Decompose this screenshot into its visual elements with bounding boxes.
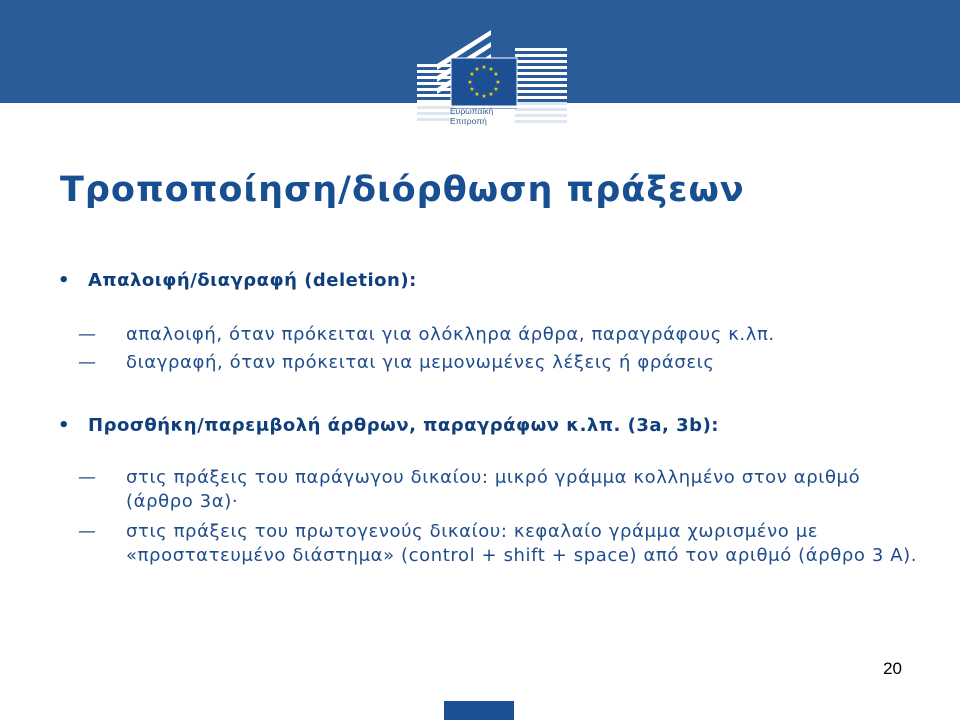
page-number: 20 — [883, 659, 902, 678]
svg-text:★: ★ — [469, 86, 475, 93]
svg-text:★: ★ — [474, 66, 480, 73]
list-item — [78, 323, 928, 347]
logo-wordmark-line2: Επιτροπή — [450, 116, 487, 126]
svg-text:★: ★ — [488, 66, 494, 73]
list-item-text: στις πράξεις του πρωτογενούς δικαίου: κεφαλαίο γράμμα χωρισμένο με «προστατευμένο διάστημα» (control + shift + space) από τον αριθμό (άρθρο 3 Α). — [126, 521, 918, 566]
slide-title: Τροποποίηση/διόρθωση πράξεων — [60, 170, 745, 210]
dash-icon: — — [78, 352, 97, 373]
list-item — [78, 351, 928, 375]
svg-text:★: ★ — [495, 79, 501, 86]
svg-text:★: ★ — [493, 71, 499, 78]
list-item-text: απαλοιφή, όταν πρόκειται για ολόκληρα άρθρα, παραγράφους κ.λπ. — [126, 324, 775, 345]
bullet-icon: • — [58, 415, 71, 436]
dash-icon: — — [78, 324, 97, 345]
svg-text:★: ★ — [481, 93, 487, 100]
list-item-text: διαγραφή, όταν πρόκειται για μεμονωμένες λέξεις ή φράσεις — [126, 352, 715, 373]
logo-wordmark — [450, 106, 530, 126]
footer-flag-strip — [444, 701, 514, 720]
svg-text:★: ★ — [474, 91, 480, 98]
svg-text:★: ★ — [481, 64, 487, 71]
list-item-text: στις πράξεις του παράγωγου δικαίου: μικρό γράμμα κολλημένο στον αριθμό (άρθρο 3α)· — [126, 467, 861, 512]
dash-icon: — — [78, 467, 97, 488]
section-heading-text: Προσθήκη/παρεμβολή άρθρων, παραγράφων κ.λπ. (3a, 3b): — [88, 415, 719, 436]
logo-wordmark-line1: Ευρωπαϊκή — [450, 106, 494, 116]
svg-text:★: ★ — [488, 91, 494, 98]
section-heading-text: Απαλοιφή/διαγραφή (deletion): — [88, 270, 417, 291]
bullet-icon: • — [58, 270, 71, 291]
dash-icon: — — [78, 521, 97, 542]
slide-body — [58, 270, 928, 568]
list-item — [78, 520, 928, 568]
section-heading-insertion — [58, 415, 928, 436]
list-item — [78, 466, 928, 514]
section-heading-deletion — [58, 270, 928, 291]
svg-text:★: ★ — [469, 71, 475, 78]
svg-text:★: ★ — [467, 79, 473, 86]
svg-text:★: ★ — [493, 86, 499, 93]
